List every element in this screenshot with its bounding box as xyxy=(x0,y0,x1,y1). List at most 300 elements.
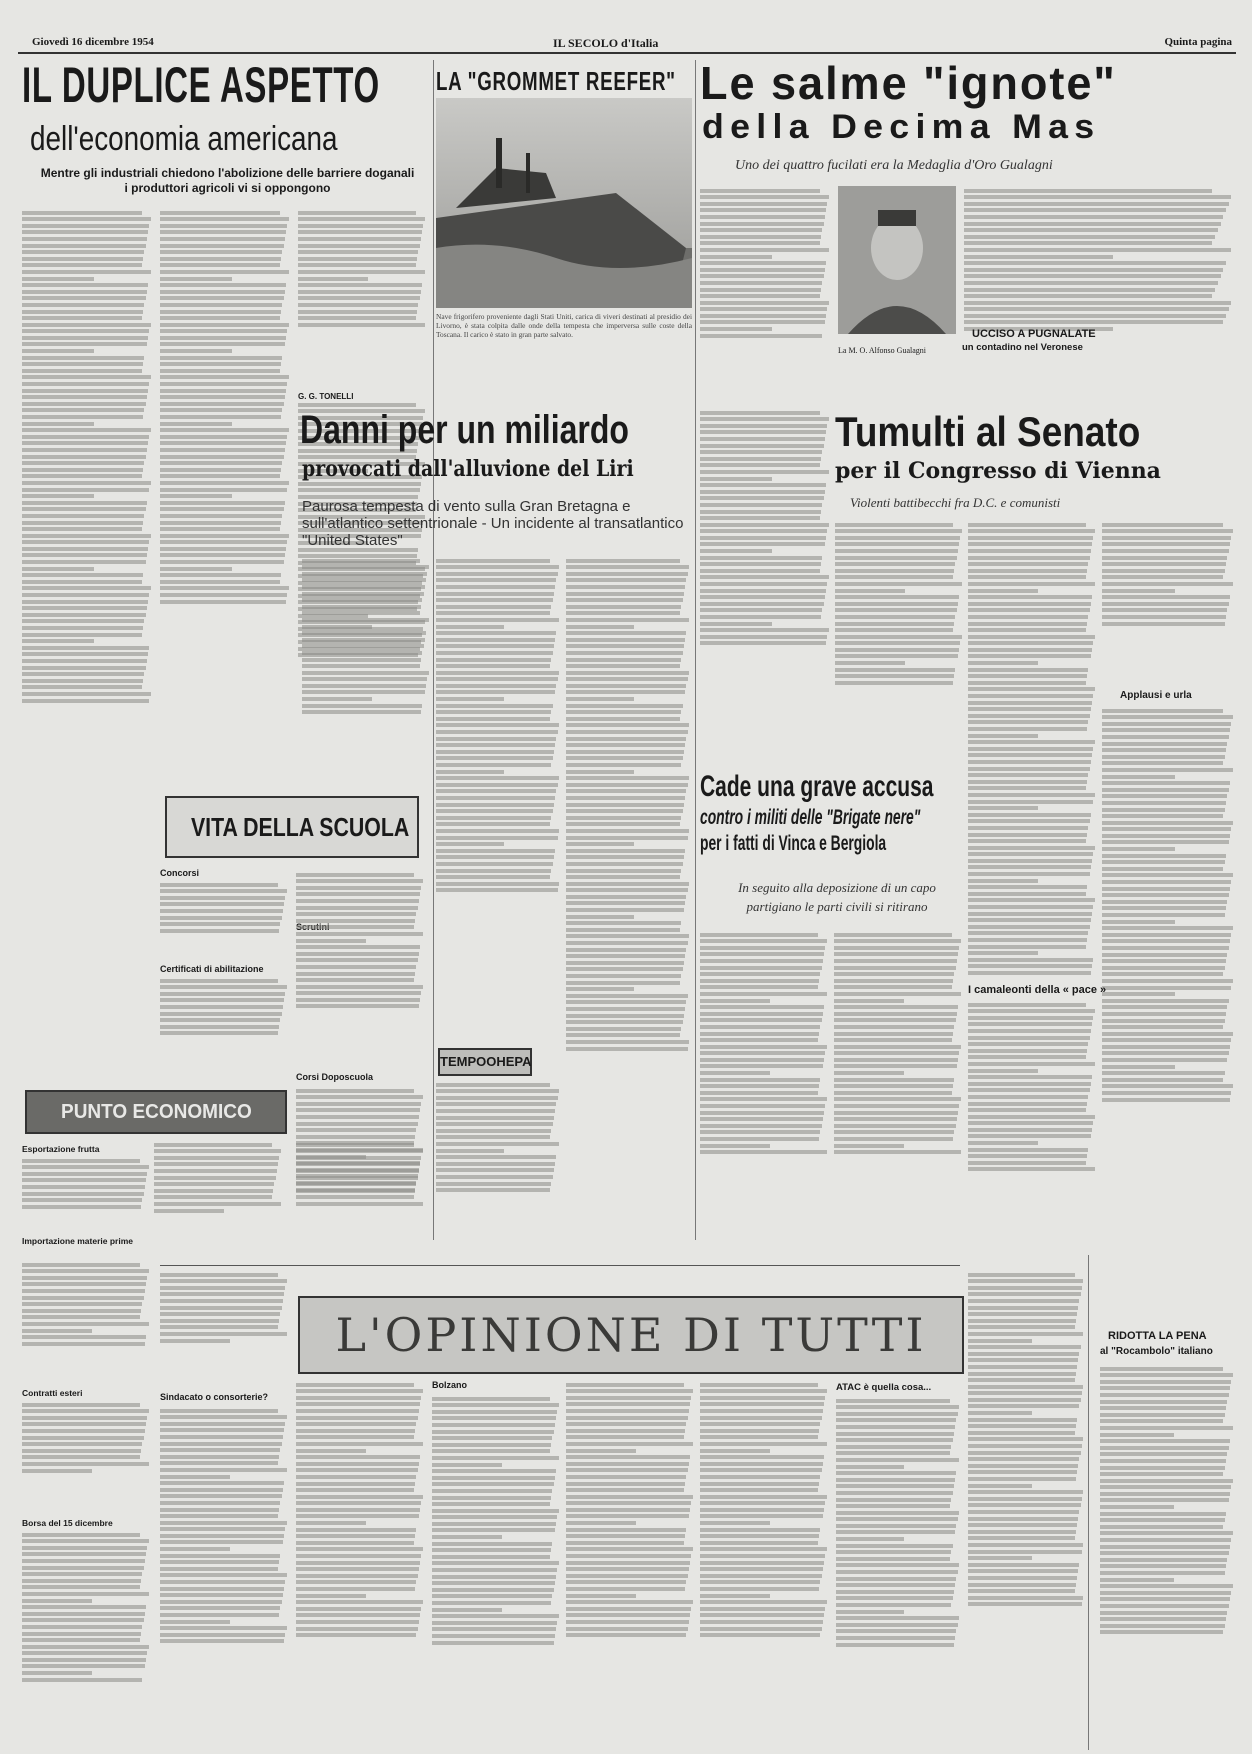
text-line xyxy=(296,1468,418,1472)
text-line xyxy=(836,1629,956,1633)
text-line xyxy=(22,481,151,485)
text-line xyxy=(296,1416,418,1420)
text-line xyxy=(835,674,954,678)
text-line xyxy=(160,1273,278,1277)
text-line xyxy=(1102,1091,1231,1095)
text-line xyxy=(700,1541,818,1545)
text-line xyxy=(160,1639,284,1643)
text-line xyxy=(566,928,680,932)
text-line xyxy=(160,586,289,590)
text-line xyxy=(1102,1098,1230,1102)
scuola-box-title: VITA DELLA SCUOLA xyxy=(190,812,410,842)
text-line xyxy=(566,1501,691,1505)
text-line xyxy=(968,1009,1095,1013)
text-line xyxy=(700,569,820,573)
text-line xyxy=(1100,1433,1174,1437)
text-line xyxy=(835,622,954,626)
text-line xyxy=(968,1378,1075,1382)
text-line xyxy=(1102,788,1229,792)
text-line xyxy=(22,639,94,643)
text-line xyxy=(836,1643,954,1647)
text-line xyxy=(834,979,953,983)
text-line xyxy=(836,1491,953,1495)
text-line xyxy=(566,565,689,569)
ridotta-title: RIDOTTA LA PENA xyxy=(1108,1330,1207,1342)
text-line xyxy=(22,455,146,459)
text-line xyxy=(22,580,142,584)
text-line xyxy=(700,1111,824,1115)
text-line xyxy=(436,1129,551,1133)
text-line xyxy=(22,606,147,610)
text-line xyxy=(1100,1551,1229,1555)
text-line xyxy=(22,1289,145,1293)
text-line xyxy=(1102,569,1225,573)
text-line xyxy=(432,1489,552,1493)
text-line xyxy=(968,562,1088,566)
text-line xyxy=(968,1451,1081,1455)
text-line xyxy=(22,547,148,551)
text-line xyxy=(700,939,827,943)
text-line xyxy=(836,1511,959,1515)
text-line xyxy=(968,1464,1078,1468)
text-line xyxy=(835,556,957,560)
text-line xyxy=(566,1449,636,1453)
opinione-rule xyxy=(160,1265,960,1266)
text-line xyxy=(834,1071,904,1075)
text-line xyxy=(22,1198,142,1202)
text-line xyxy=(968,958,1093,962)
text-line xyxy=(834,1130,954,1134)
text-line xyxy=(700,1574,822,1578)
text-line xyxy=(1102,1078,1223,1082)
text-line xyxy=(836,1498,951,1502)
text-line xyxy=(968,701,1092,705)
text-line xyxy=(834,1097,961,1101)
decima-title: Le salme "ignote" xyxy=(700,57,1117,109)
text-line xyxy=(700,1435,818,1439)
text-line xyxy=(22,1645,149,1649)
text-line xyxy=(22,474,142,478)
text-line xyxy=(160,1560,279,1564)
text-line xyxy=(22,626,143,630)
text-line xyxy=(436,796,555,800)
text-line xyxy=(302,578,426,582)
text-line xyxy=(968,760,1091,764)
text-line xyxy=(160,1012,282,1016)
punto-sub-contratti: Contratti esteri xyxy=(22,1388,83,1398)
text-line xyxy=(700,503,822,507)
scuola-sub-certificati: Certificati di abilitazione xyxy=(160,964,264,974)
text-line xyxy=(700,470,829,474)
text-line xyxy=(700,490,825,494)
text-line xyxy=(1102,1058,1227,1062)
text-line xyxy=(22,600,148,604)
text-line xyxy=(968,747,1093,751)
text-line xyxy=(436,836,558,840)
text-line xyxy=(296,1182,416,1186)
text-line xyxy=(436,1149,504,1153)
text-line xyxy=(566,1514,689,1518)
text-line xyxy=(296,1488,414,1492)
opinione-column-2 xyxy=(160,1406,288,1746)
text-line xyxy=(22,1329,92,1333)
text-line xyxy=(700,1561,824,1565)
text-line xyxy=(566,934,689,938)
text-line xyxy=(160,527,280,531)
text-line xyxy=(436,829,559,833)
text-line xyxy=(964,248,1231,252)
text-line xyxy=(22,1178,146,1182)
text-line xyxy=(1100,1505,1174,1509)
text-line xyxy=(964,208,1226,212)
text-line xyxy=(436,770,504,774)
text-line xyxy=(296,978,414,982)
text-line xyxy=(302,611,420,615)
text-line xyxy=(296,1462,419,1466)
text-line xyxy=(964,222,1221,226)
text-line xyxy=(160,1593,283,1597)
text-line xyxy=(296,1594,366,1598)
text-line xyxy=(22,488,149,492)
text-line xyxy=(566,1488,684,1492)
text-line xyxy=(834,1150,961,1154)
text-line xyxy=(700,529,827,533)
text-line xyxy=(22,1269,149,1273)
text-line xyxy=(700,457,821,461)
text-line xyxy=(834,939,961,943)
text-line xyxy=(968,1583,1076,1587)
text-line xyxy=(432,1430,554,1434)
text-line xyxy=(298,250,418,254)
text-line xyxy=(22,408,144,412)
text-line xyxy=(436,723,559,727)
text-line xyxy=(968,734,1038,738)
text-line xyxy=(160,600,286,604)
scuola-column-3 xyxy=(296,870,424,1070)
text-line xyxy=(160,310,281,314)
text-line xyxy=(22,336,148,340)
ship-caption: Nave frigorifero proveniente dagli Stati Uniti, carica di viveri destinati al presidio dei Livorno, è stata colpita dalle onde della tempesta che imperversa sulle coste della Toscana. Il carico è stato in gran parte salvato. xyxy=(436,312,692,340)
text-line xyxy=(160,488,287,492)
text-line xyxy=(968,1095,1088,1099)
text-line xyxy=(700,288,821,292)
text-line xyxy=(700,575,829,579)
text-line xyxy=(160,1031,278,1035)
text-line xyxy=(296,1528,416,1532)
text-line xyxy=(22,1612,145,1616)
text-line xyxy=(566,974,681,978)
text-line xyxy=(834,1117,957,1121)
text-line xyxy=(964,314,1226,318)
text-line xyxy=(835,575,953,579)
text-line xyxy=(432,1608,502,1612)
text-line xyxy=(22,1409,149,1413)
text-line xyxy=(968,569,1087,573)
text-line xyxy=(968,1306,1078,1310)
text-line xyxy=(1102,887,1230,891)
punto-sub-frutta: Esportazione frutta xyxy=(22,1144,100,1154)
text-line xyxy=(1102,602,1229,606)
text-line xyxy=(160,250,282,254)
text-line xyxy=(700,1038,818,1042)
text-line xyxy=(566,743,685,747)
text-line xyxy=(836,1557,950,1561)
text-line xyxy=(22,217,151,221)
text-line xyxy=(968,912,1092,916)
text-line xyxy=(22,586,151,590)
text-line xyxy=(835,582,962,586)
text-line xyxy=(160,501,285,505)
text-line xyxy=(700,202,827,206)
text-line xyxy=(22,448,147,452)
text-line xyxy=(964,241,1212,245)
text-line xyxy=(1102,946,1229,950)
text-line xyxy=(436,592,554,596)
text-line xyxy=(700,1547,827,1551)
text-line xyxy=(432,1443,551,1447)
text-line xyxy=(22,1572,142,1576)
text-line xyxy=(1102,920,1175,924)
text-line xyxy=(700,1429,819,1433)
text-line xyxy=(836,1405,959,1409)
text-line xyxy=(160,415,281,419)
text-line xyxy=(968,1036,1090,1040)
tempo-box-title: TEMPOOHEPA xyxy=(440,1054,532,1069)
text-line xyxy=(22,1282,146,1286)
senato-sub-camaleonti: I camaleonti della « pace » xyxy=(968,984,1107,996)
text-line xyxy=(1102,900,1227,904)
opinione-column-8 xyxy=(968,1270,1084,1746)
text-line xyxy=(160,992,285,996)
text-line xyxy=(700,1416,822,1420)
text-line xyxy=(296,1613,420,1617)
text-line xyxy=(700,1018,822,1022)
ship-illustration xyxy=(436,98,692,308)
text-line xyxy=(566,1047,688,1051)
text-line xyxy=(968,1569,1078,1573)
text-line xyxy=(22,342,147,346)
text-line xyxy=(566,1587,685,1591)
text-line xyxy=(968,1596,1083,1600)
text-line xyxy=(1102,575,1223,579)
text-line xyxy=(1100,1413,1225,1417)
text-line xyxy=(700,1587,819,1591)
text-line xyxy=(160,916,282,920)
text-line xyxy=(22,415,143,419)
text-line xyxy=(834,1051,959,1055)
text-line xyxy=(700,189,820,193)
text-line xyxy=(968,1286,1082,1290)
opinione-column-7 xyxy=(836,1396,960,1746)
text-line xyxy=(302,658,421,662)
ucciso-title: UCCISO A PUGNALATE xyxy=(972,328,1096,340)
text-line xyxy=(436,776,559,780)
text-line xyxy=(566,578,686,582)
text-line xyxy=(22,316,142,320)
text-line xyxy=(160,567,232,571)
ucciso-subtitle: un contadino nel Veronese xyxy=(962,342,1083,353)
decima-title-line2: della Decima Mas xyxy=(702,108,1101,146)
text-line xyxy=(836,1399,950,1403)
text-line xyxy=(22,362,143,366)
text-line xyxy=(566,895,686,899)
text-line xyxy=(1100,1479,1233,1483)
text-line xyxy=(835,549,958,553)
text-line xyxy=(160,1325,278,1329)
text-line xyxy=(968,1292,1081,1296)
text-line xyxy=(968,898,1095,902)
text-line xyxy=(22,296,146,300)
text-line xyxy=(834,985,952,989)
text-line xyxy=(160,1534,284,1538)
text-line xyxy=(22,646,149,650)
text-line xyxy=(1102,542,1230,546)
text-line xyxy=(296,1580,416,1584)
text-line xyxy=(836,1524,956,1528)
text-line xyxy=(302,565,429,569)
text-line xyxy=(968,800,1093,804)
text-line xyxy=(968,918,1091,922)
text-line xyxy=(700,1078,820,1082)
text-line xyxy=(436,730,558,734)
text-line xyxy=(436,1102,556,1106)
text-line xyxy=(700,1058,824,1062)
text-line xyxy=(566,882,689,886)
senato-title: Tumulti al Senato xyxy=(835,408,1141,455)
text-line xyxy=(432,1555,550,1559)
text-line xyxy=(1100,1406,1226,1410)
text-line xyxy=(154,1195,272,1199)
text-line xyxy=(160,560,284,564)
text-line xyxy=(296,1435,414,1439)
text-line xyxy=(566,605,681,609)
text-line xyxy=(296,1561,420,1565)
text-line xyxy=(566,1580,686,1584)
text-line xyxy=(968,951,1038,955)
text-line xyxy=(964,189,1212,193)
economy-column-1 xyxy=(22,208,152,898)
text-line xyxy=(296,1442,423,1446)
text-line xyxy=(432,1496,551,1500)
text-line xyxy=(968,628,1086,632)
text-line xyxy=(296,1607,421,1611)
text-line xyxy=(1100,1564,1226,1568)
text-line xyxy=(160,1580,285,1584)
punto-sub-borsa: Borsa del 15 dicembre xyxy=(22,1518,113,1528)
text-line xyxy=(1100,1498,1229,1502)
text-line xyxy=(436,1182,551,1186)
text-line xyxy=(160,553,285,557)
text-line xyxy=(700,483,826,487)
text-line xyxy=(700,215,825,219)
text-line xyxy=(1102,728,1230,732)
text-line xyxy=(432,1528,555,1532)
text-line xyxy=(436,664,550,668)
text-line xyxy=(22,441,148,445)
text-line xyxy=(436,671,559,675)
text-line xyxy=(296,998,420,1002)
text-line xyxy=(160,277,232,281)
text-line xyxy=(436,816,551,820)
text-line xyxy=(298,257,417,261)
text-line xyxy=(160,521,281,525)
text-line xyxy=(700,1396,825,1400)
text-line xyxy=(432,1463,502,1467)
punto-column-1 xyxy=(22,1156,150,1232)
text-line xyxy=(436,789,556,793)
text-line xyxy=(432,1509,559,1513)
text-line xyxy=(968,648,1092,652)
punto-sub-materie: Importazione materie prime xyxy=(22,1236,134,1246)
senato-column-5 xyxy=(968,1000,1096,1245)
text-line xyxy=(154,1189,273,1193)
text-line xyxy=(566,756,683,760)
text-line xyxy=(834,1137,953,1141)
text-line xyxy=(566,658,681,662)
text-line xyxy=(700,294,820,298)
text-line xyxy=(432,1449,550,1453)
column-rule xyxy=(695,60,696,1240)
text-line xyxy=(1100,1446,1229,1450)
text-line xyxy=(436,1109,555,1113)
text-line xyxy=(436,1155,556,1159)
text-line xyxy=(22,349,94,353)
text-line xyxy=(968,1352,1079,1356)
text-line xyxy=(1100,1545,1230,1549)
text-line xyxy=(22,685,142,689)
text-line xyxy=(22,1651,147,1655)
text-line xyxy=(836,1530,955,1534)
text-line xyxy=(834,972,954,976)
text-line xyxy=(160,441,286,445)
text-line xyxy=(22,1342,145,1346)
text-line xyxy=(436,737,556,741)
text-line xyxy=(160,237,285,241)
text-line xyxy=(964,294,1212,298)
text-line xyxy=(834,1025,954,1029)
text-line xyxy=(968,780,1087,784)
text-line xyxy=(968,773,1088,777)
text-line xyxy=(436,578,556,582)
text-line xyxy=(154,1169,277,1173)
text-line xyxy=(700,424,827,428)
text-line xyxy=(566,697,634,701)
text-line xyxy=(436,697,504,701)
text-line xyxy=(160,1319,279,1323)
text-line xyxy=(700,549,772,553)
text-line xyxy=(700,602,824,606)
danni-column-1 xyxy=(302,556,430,784)
text-line xyxy=(566,1521,636,1525)
text-line xyxy=(160,1005,283,1009)
text-line xyxy=(700,1389,827,1393)
text-line xyxy=(432,1575,556,1579)
ridotta-subtitle: al "Rocambolo" italiano xyxy=(1100,1346,1213,1357)
text-line xyxy=(296,1143,414,1147)
text-line xyxy=(160,514,282,518)
text-line xyxy=(160,1339,230,1343)
text-line xyxy=(566,671,689,675)
text-line xyxy=(302,585,425,589)
text-line xyxy=(968,1550,1082,1554)
text-line xyxy=(432,1548,551,1552)
text-line xyxy=(432,1456,559,1460)
text-line xyxy=(436,803,554,807)
text-line xyxy=(22,514,144,518)
text-line xyxy=(968,1411,1032,1415)
text-line xyxy=(432,1588,554,1592)
text-line xyxy=(1102,1038,1231,1042)
